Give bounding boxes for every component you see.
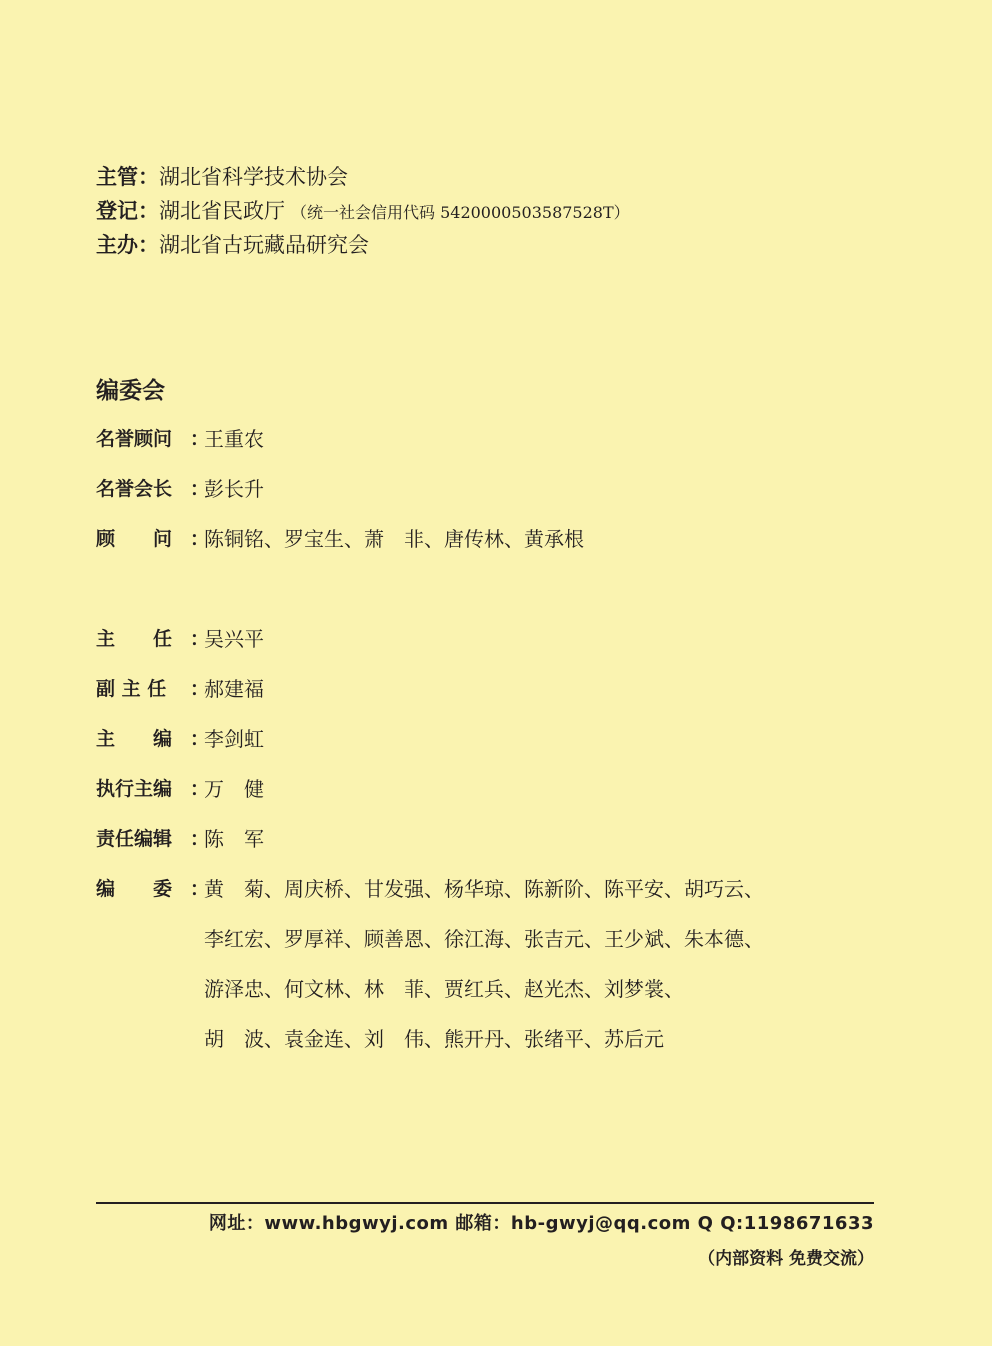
director-label: 主 任 [96, 628, 173, 650]
colon: ： [190, 678, 210, 700]
members-label: 编 委 [96, 878, 173, 900]
committee-title: 编委会 [96, 378, 165, 404]
registration-note: （统一社会信用代码 5420000503587528T） [291, 203, 630, 222]
responsible-editor-value: 陈 军 [204, 827, 264, 851]
colon: ： [190, 528, 210, 550]
deputy-director-label: 副 主 任 [96, 678, 167, 700]
advisors-value: 陈铜铭、罗宝生、萧 非、唐传林、黄承根 [204, 527, 584, 551]
honorary-president-label: 名誉会长 [96, 478, 173, 500]
colon: ： [190, 878, 210, 900]
sponsor-row [96, 230, 369, 260]
colon: ： [190, 478, 210, 500]
colon: ： [190, 728, 210, 750]
chief-editor-value: 李剑虹 [204, 727, 264, 751]
footer-contact: 网址：www.hbgwyj.com 邮箱：hb-gwyj@qq.com Q Q:1198671633 [208, 1213, 874, 1234]
members-line-4: 胡 波、袁金连、刘 伟、熊开丹、张绪平、苏后元 [204, 1027, 664, 1051]
registration-label: 登记： [96, 199, 159, 223]
supervisor-label: 主管： [96, 165, 159, 189]
colon: ： [190, 778, 210, 800]
executive-editor-value: 万 健 [204, 777, 264, 801]
sponsor-label: 主办： [96, 233, 159, 257]
chief-editor-label: 主 编 [96, 728, 173, 750]
advisors-label: 顾 问 [96, 528, 173, 550]
honorary-advisor-value: 王重农 [204, 427, 264, 451]
colon: ： [190, 828, 210, 850]
members-line-1: 黄 菊、周庆桥、甘发强、杨华琼、陈新阶、陈平安、胡巧云、 [204, 877, 764, 901]
registration-value: 湖北省民政厅 [159, 199, 285, 223]
director-value: 吴兴平 [204, 627, 264, 651]
supervisor-value: 湖北省科学技术协会 [159, 165, 348, 189]
executive-editor-label: 执行主编 [96, 778, 173, 800]
supervisor-row [96, 162, 348, 192]
colon: ： [190, 428, 210, 450]
members-line-3: 游泽忠、何文林、林 菲、贾红兵、赵光杰、刘梦裳、 [204, 977, 684, 1001]
colon: ： [190, 628, 210, 650]
deputy-director-value: 郝建福 [204, 677, 264, 701]
footer-divider [96, 1202, 874, 1204]
registration-row [96, 196, 630, 228]
responsible-editor-label: 责任编辑 [96, 828, 173, 850]
sponsor-value: 湖北省古玩藏品研究会 [159, 233, 369, 257]
footer-note: （内部资料 免费交流） [698, 1249, 874, 1269]
honorary-president-value: 彭长升 [204, 477, 264, 501]
members-line-2: 李红宏、罗厚祥、顾善恩、徐江海、张吉元、王少斌、朱本德、 [204, 927, 764, 951]
honorary-advisor-label: 名誉顾问 [96, 428, 173, 450]
